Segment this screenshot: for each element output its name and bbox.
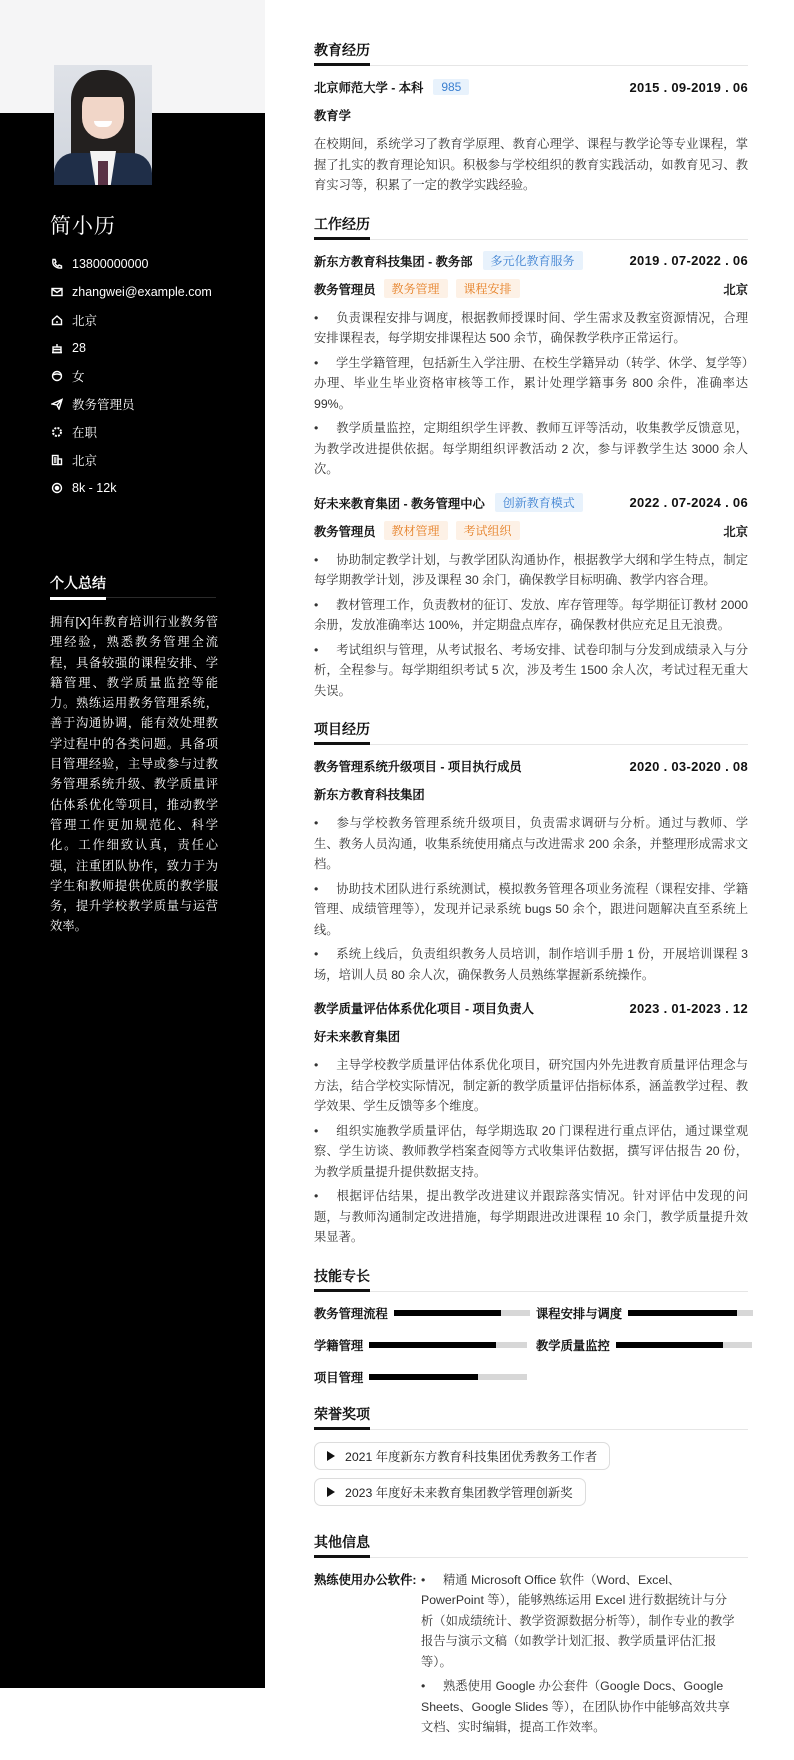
company-tag: 创新教育模式 [495, 493, 583, 512]
project-bullet: • 主导学校教学质量评估体系优化项目，研究国内外先进教育质量评估理念与方法，结合学校实际情况，制定新的教学质量评估指标体系，涵盖教学过程、教学效果、学生反馈等多个维度。 [314, 1058, 748, 1113]
role: 教务管理员 [314, 282, 376, 297]
triangle-right-icon [327, 1487, 335, 1497]
skills-section [314, 1266, 748, 1386]
work-bullet: • 教学质量监控，定期组织学生评教、教师互评等活动，收集教学反馈意见，为教学改进提供依据。每学期组织评教活动 2 次，参与评教学生达 3000 余人次。 [314, 421, 748, 476]
contact-value: 教务管理员 [72, 398, 135, 412]
project-bullet: • 根据评估结果，提出教学改进建议并跟踪落实情况。针对评估中发现的问题，与教师沟通制定改进措施，每学期跟进改进课程 10 余门，教学质量提升效果显著。 [314, 1189, 748, 1244]
contact-age [50, 334, 212, 362]
contact-value: 28 [72, 341, 86, 355]
major-row [314, 106, 748, 124]
other-label: 熟练使用办公软件: [314, 1572, 417, 1587]
project-bullet: • 协助技术团队进行系统测试，模拟教务管理各项业务流程（课程安排、学籍管理、成绩管理等），发现并记录系统 bugs 50 余个，跟进问题解决直至系统上线。 [314, 881, 748, 937]
project-item [314, 999, 748, 1248]
skill-item: 课程安排与调度 [536, 1304, 758, 1322]
award-item[interactable]: 2023 年度好未来教育集团教学管理创新奖 [314, 1478, 586, 1506]
summary-text: 拥有[X]年教育培训行业教务管理经验，熟悉教务管理全流程，具备较强的课程安排、学籍管理、教学质量监控等能力。熟练运用教务管理系统，善于沟通协调，能有效处理教学过程中的各类问题。具备项目管理经验，主导或参与过教务管理系统升级、教学质量评估体系优化等项目，推动教学管理工作更加规范化、科学化。工作细致认真，责任心强，注重团队协作，致力于为学生和教师提供优质的教学服务，提升学校教学质量与运营效率。 [50, 615, 218, 934]
send-icon [50, 397, 64, 411]
contact-status [50, 418, 212, 446]
project-date: 2023 . 01-2023 . 12 [629, 1000, 748, 1016]
work-bullet: • 考试组织与管理，从考试报名、考场安排、试卷印制与分发到成绩录入与分析，全程参与。每学期组织考试 5 次，涉及考生 1500 余人次，考试过程无重大失误。 [314, 642, 748, 698]
mail-icon [50, 285, 64, 299]
company-name: 好未来教育集团 - 教务管理中心 [314, 496, 485, 511]
building-icon [50, 453, 64, 467]
work-bullet: • 教材管理工作，负责教材的征订、发放、库存管理等。每学期征订教材 2000 余册，发放准确率达 100%，并定期盘点库存，确保教材供应充足且无浪费。 [314, 597, 748, 632]
school-tag: 985 [433, 79, 469, 95]
contact-city [50, 446, 212, 474]
awards-section [314, 1404, 748, 1514]
profile-photo [54, 65, 152, 185]
school-name: 北京师范大学 - 本科 [314, 81, 424, 95]
skill-bar [628, 1310, 753, 1316]
contact-salary [50, 474, 212, 502]
project-bullet: • 参与学校教务管理系统升级项目，负责需求调研与分析。通过与教师、学生、教务人员沟通，收集系统使用痛点与改进需求 200 余条，并整理形成需求文档。 [314, 816, 748, 871]
cake-icon [50, 341, 64, 355]
contact-email [50, 278, 212, 306]
sidebar [0, 0, 265, 1688]
company-tag: 多元化教育服务 [483, 251, 583, 270]
contact-value: 在职 [72, 426, 98, 440]
contact-value: 13800000000 [72, 257, 149, 271]
work-date: 2019 . 07-2022 . 06 [629, 253, 748, 268]
work-bullet: • 学生学籍管理，包括新生入学注册、在校生学籍异动（转学、休学、复学等）办理、毕业生毕业资格审核等工作，累计处理学籍事务 800 余件，准确率达 99%。 [314, 355, 748, 411]
skill-bar [394, 1310, 530, 1316]
section-title: 工作经历 [314, 214, 748, 240]
project-name: 教务管理系统升级项目 - 项目执行成员 [314, 760, 522, 774]
education-header [314, 78, 748, 96]
role-tag: 教材管理 [384, 521, 448, 540]
section-title: 项目经历 [314, 719, 748, 745]
role: 教务管理员 [314, 524, 376, 539]
contact-value: 北京 [72, 454, 98, 468]
status-icon [50, 425, 64, 439]
project-date: 2020 . 03-2020 . 08 [629, 758, 748, 774]
contact-home [50, 306, 212, 334]
section-title: 荣誉奖项 [314, 1404, 748, 1430]
skill-bar [369, 1374, 527, 1380]
project-item [314, 757, 748, 985]
skill-bar [616, 1342, 752, 1348]
phone-icon [50, 257, 64, 271]
gender-icon [50, 369, 64, 383]
other-section [314, 1532, 748, 1742]
section-title: 技能专长 [314, 1266, 748, 1292]
project-name: 教学质量评估体系优化项目 - 项目负责人 [314, 1002, 534, 1016]
skill-item: 项目管理 [314, 1368, 536, 1386]
work-location: 北京 [723, 282, 748, 297]
project-org: 好未来教育集团 [314, 1030, 401, 1044]
role-tag: 考试组织 [456, 521, 520, 540]
projects-section [314, 719, 748, 1248]
section-title: 教育经历 [314, 40, 748, 66]
contact-value: 北京 [72, 314, 98, 328]
work-item [314, 252, 748, 480]
work-item [314, 494, 748, 702]
work-bullet: • 负责课程安排与调度，根据教师授课时间、学生需求及教室资源情况，合理安排课程表，每学期安排课程达 500 余节，确保教学秩序正常运行。 [314, 310, 748, 345]
contact-position [50, 390, 212, 418]
work-location: 北京 [723, 524, 748, 539]
summary-title: 个人总结 [50, 573, 216, 598]
contact-gender [50, 362, 212, 390]
section-title: 其他信息 [314, 1532, 748, 1558]
role-tag: 教务管理 [384, 279, 448, 298]
triangle-right-icon [327, 1451, 335, 1461]
home-icon [50, 313, 64, 327]
skill-bar [369, 1342, 527, 1348]
main-content [314, 40, 748, 1760]
contact-value: 女 [72, 370, 85, 384]
company-name: 新东方教育科技集团 - 教务部 [314, 254, 473, 269]
contact-value: 8k - 12k [72, 481, 117, 495]
skill-item: 教学质量监控 [536, 1336, 758, 1354]
work-bullet: • 协助制定教学计划，与教学团队沟通协作，根据教学大纲和学生特点，制定每学期教学计划，涉及课程 30 余门，确保教学目标明确、教学内容合理。 [314, 552, 748, 587]
major: 教育学 [314, 109, 351, 123]
role-tag: 课程安排 [456, 279, 520, 298]
skill-item: 学籍管理 [314, 1336, 536, 1354]
salary-icon [50, 481, 64, 495]
education-section [314, 40, 748, 196]
contact-list [50, 250, 212, 502]
profile-name: 简小历 [50, 215, 116, 238]
project-bullet: • 系统上线后，负责组织教务人员培训，制作培训手册 1 份，开展培训课程 3 场，培训人员 80 余人次，确保教务人员熟练掌握新系统操作。 [314, 947, 748, 982]
award-item[interactable]: 2021 年度新东方教育科技集团优秀教务工作者 [314, 1442, 610, 1470]
education-desc: 在校期间，系统学习了教育学原理、教育心理学、课程与教学论等专业课程，掌握了扎实的教育理论知识。积极参与学校组织的教育实践活动，如教育见习、教育实习等，积累了一定的教学实践经验。 [314, 137, 748, 192]
project-org: 新东方教育科技集团 [314, 788, 425, 802]
other-bullet: • 熟悉使用 Google 办公套件（Google Docs、Google Sheets、Google Slides 等），在团队协作中能够高效共享文档、实时编辑，提高工作效率。 [421, 1679, 730, 1734]
project-bullet: • 组织实施教学质量评估，每学期选取 20 门课程进行重点评估，通过课堂观察、学生访谈、教师教学档案查阅等方式收集评估数据，撰写评估报告 20 份，为教学质量提升提供数据支持。 [314, 1123, 748, 1179]
work-section [314, 214, 748, 702]
contact-phone [50, 250, 212, 278]
skill-item: 教务管理流程 [314, 1304, 536, 1322]
other-bullet: • 精通 Microsoft Office 软件（Word、Excel、PowerPoint 等），能够熟练运用 Excel 进行数据统计与分析（如成绩统计、教学资源数据分析等），制作专业的教学报告与演示文稿（如教学计划汇报、教学质量评估汇报等）。 [421, 1572, 735, 1669]
contact-value: zhangwei@example.com [72, 285, 212, 299]
work-date: 2022 . 07-2024 . 06 [629, 495, 748, 510]
education-date: 2015 . 09-2019 . 06 [629, 79, 748, 95]
